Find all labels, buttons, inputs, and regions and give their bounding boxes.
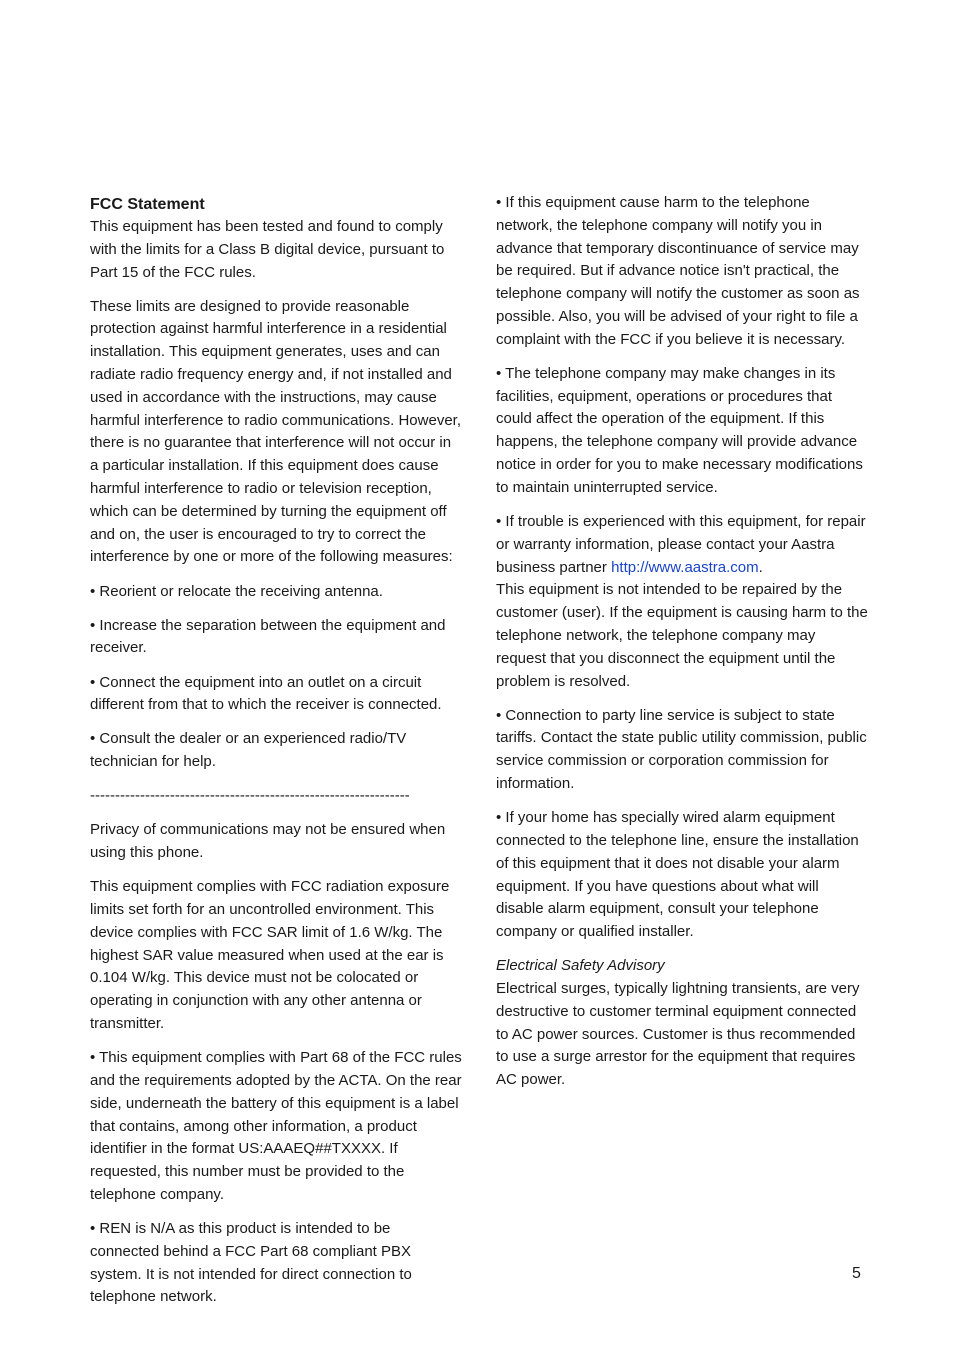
bullet-text-end: . [758,558,763,576]
bullet-item: • Connection to party line service is subject to state tariffs. Contact the state public utility commission, public service commission or corporation commission for information. [496,706,867,793]
bullet-item [496,511,868,579]
bullet-item: • This equipment complies with Part 68 of the FCC rules and the requirements adopted by the ACTA. On the rear side, underneath the battery of this equipment is a label that contains, among other information, a product identifier in the format US:AAAEQ##TXXXX. If requested, this number must be provided to the telephone company. [90,1049,462,1203]
page-number: 5 [852,1265,861,1282]
paragraph: This equipment complies with FCC radiation exposure limits set forth for an uncontrolled environment. This device complies with FCC SAR limit of 1.6 W/kg. The highest SAR value measured when used at the ear is 0.104 W/kg. This device must not be colocated or operating in conjunction with any other antenna or transmitter. [90,878,450,1033]
bullet-text: • If trouble is experienced with this equipment, for repair or warranty information, please contact your Aastra business partner [496,512,866,576]
paragraph: Privacy of communications may not be ensured when using this phone. [90,821,446,862]
aastra-link[interactable]: http://www.aastra.com [611,558,759,576]
paragraph: This equipment is not intended to be repaired by the customer (user). If the equipment is causing harm to the telephone network, the telephone company may request that you disconnect the equipment until the problem is resolved. [496,581,868,690]
bullet-item: • Increase the separation between the equipment and receiver. [90,616,446,657]
bullet-item: • The telephone company may make changes in its facilities, equipment, operations or procedures that could affect the operation of the equipment. If this happens, the telephone company will provide advance notice in order for you to make necessary modifications to maintain uninterrupted service. [496,364,863,496]
paragraph: Electrical surges, typically lightning transients, are very destructive to customer terminal equipment connected to AC power sources. Customer is thus recommended to use a surge arrestor for the equipment that requires AC power. [496,979,860,1089]
bullet-item: • Reorient or relocate the receiving antenna. [90,582,383,600]
bullet-item: • REN is N/A as this product is intended to be connected behind a FCC Part 68 compliant PBX system. It is not intended for direct connection to telephone network. [90,1220,412,1306]
sub-heading: Electrical Safety Advisory [496,957,665,975]
separator-line: ---------------------------------------------------------------- [90,787,410,805]
paragraph: This equipment has been tested and found to comply with the limits for a Class B digital device, pursuant to Part 15 of the FCC rules. [90,218,445,281]
right-column [496,192,868,1103]
paragraph: These limits are designed to provide reasonable protection against harmful interference in a residential installation. This equipment generates, uses and can radiate radio frequency energy and, if not installed and used in accordance with the instructions, may cause harmful interference to radio communications. However, there is no guarantee that interference will not occur in a particular installation. If this equipment does cause harmful interference to radio or television reception, which can be determined by turning the equipment off and on, the user is encouraged to try to correct the interference by one or more of the following measures: [90,297,462,566]
left-column [90,194,462,1321]
section-heading: FCC Statement [90,196,205,213]
bullet-item: • If your home has specially wired alarm equipment connected to the telephone line, ensure the installation of this equipment that it does not disable your alarm equipment. If you have questions about what will disable alarm equipment, consult your telephone company or qualified installer. [496,809,859,941]
bullet-item: • Connect the equipment into an outlet on a circuit different from that to which the receiver is connected. [90,673,442,714]
bullet-item: • Consult the dealer or an experienced radio/TV technician for help. [90,730,407,771]
bullet-item: • If this equipment cause harm to the telephone network, the telephone company will notify you in advance that temporary discontinuance of service may be required. But if advance notice isn't practical, the telephone company will notify the customer as soon as possible. Also, you will be advised of your right to file a complaint with the FCC if you believe it is necessary. [496,194,860,348]
